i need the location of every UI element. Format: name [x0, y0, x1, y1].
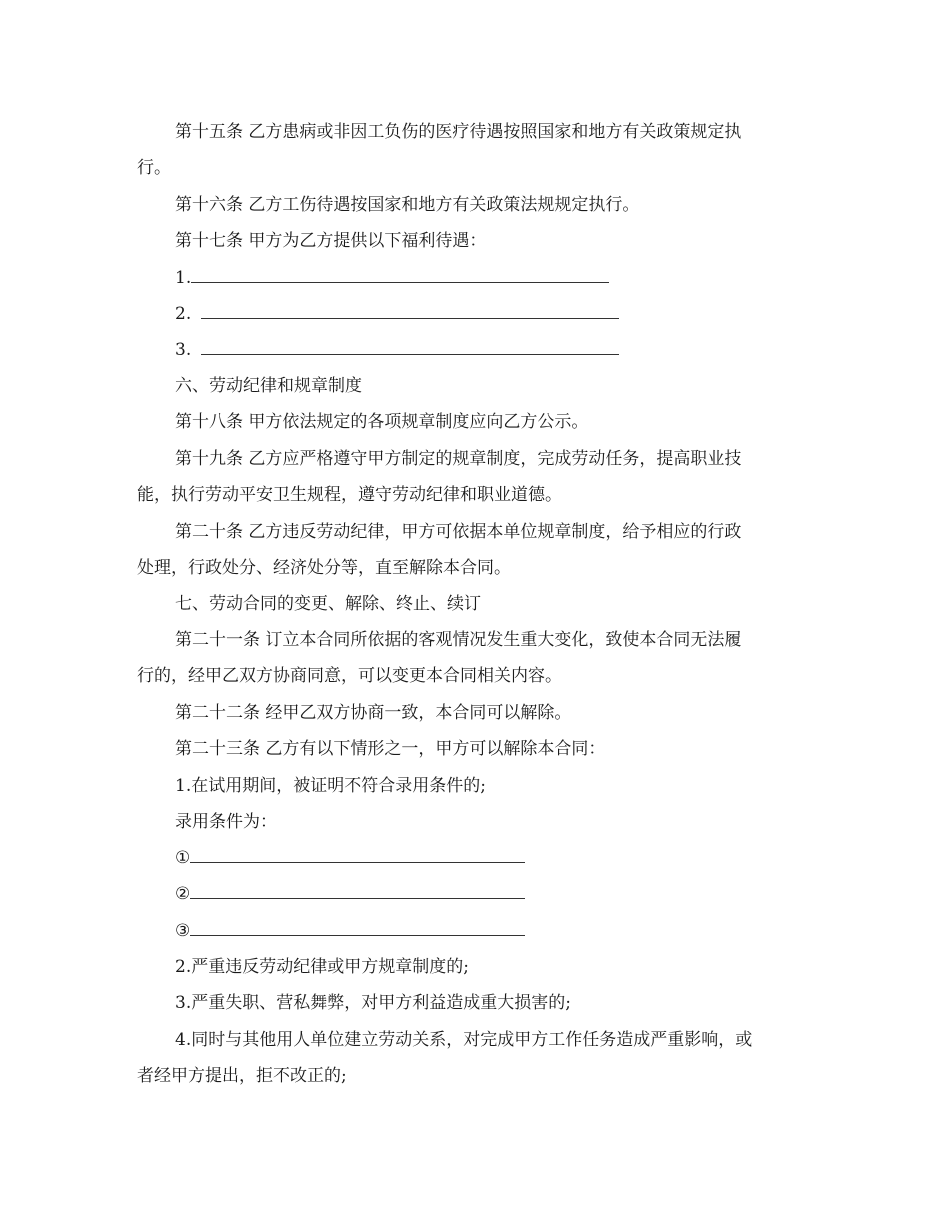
- condition-item-2-blank[interactable]: [190, 882, 525, 899]
- termination-item-4-line-1: 4.同时与其他用人单位建立劳动关系，对完成甲方工作任务造成严重影响，或: [175, 1030, 753, 1050]
- condition-item-1: [175, 846, 525, 870]
- article-21-line-2: 行的，经甲乙双方协商同意，可以变更本合同相关内容。: [137, 666, 562, 686]
- article-20-line-1: 第二十条 乙方违反劳动纪律，甲方可依据本单位规章制度，给予相应的行政: [175, 522, 742, 542]
- article-19-line-1: 第十九条 乙方应严格遵守甲方制定的规章制度，完成劳动任务，提高职业技: [175, 449, 742, 469]
- condition-item-3-label: ③: [175, 921, 191, 941]
- condition-item-3: [175, 919, 525, 943]
- welfare-item-3: [175, 338, 619, 362]
- condition-item-2: [175, 882, 525, 906]
- welfare-item-3-blank[interactable]: [201, 338, 619, 355]
- article-17: 第十七条 甲方为乙方提供以下福利待遇：: [175, 231, 487, 251]
- termination-item-3: 3.严重失职、营私舞弊，对甲方利益造成重大损害的;: [175, 993, 571, 1013]
- welfare-item-2-label: 2.: [175, 304, 192, 324]
- section-6-heading: 六、劳动纪律和规章制度: [175, 376, 362, 396]
- termination-item-2: 2.严重违反劳动纪律或甲方规章制度的;: [175, 957, 469, 977]
- article-15-line-1: 第十五条 乙方患病或非因工负伤的医疗待遇按照国家和地方有关政策规定执: [175, 122, 742, 142]
- welfare-item-1-label: 1.: [175, 268, 192, 288]
- article-21-line-1: 第二十一条 订立本合同所依据的客观情况发生重大变化，致使本合同无法履: [175, 630, 742, 650]
- article-23: 第二十三条 乙方有以下情形之一，甲方可以解除本合同：: [175, 739, 606, 759]
- welfare-item-2-blank[interactable]: [201, 302, 619, 319]
- condition-item-1-blank[interactable]: [190, 846, 525, 863]
- condition-item-1-label: ①: [175, 848, 191, 868]
- welfare-item-1-blank[interactable]: [191, 266, 609, 283]
- condition-item-3-blank[interactable]: [190, 919, 525, 936]
- hiring-conditions-label: 录用条件为：: [175, 812, 277, 832]
- termination-item-4-line-2: 者经甲方提出，拒不改正的;: [137, 1066, 347, 1086]
- termination-item-1: 1.在试用期间，被证明不符合录用条件的;: [175, 776, 486, 796]
- article-18: 第十八条 甲方依法规定的各项规章制度应向乙方公示。: [175, 412, 589, 432]
- article-16: 第十六条 乙方工伤待遇按国家和地方有关政策法规规定执行。: [175, 195, 640, 215]
- section-7-heading: 七、劳动合同的变更、解除、终止、续订: [175, 594, 481, 614]
- article-20-line-2: 处理，行政处分、经济处分等，直至解除本合同。: [137, 558, 511, 578]
- article-22: 第二十二条 经甲乙双方协商一致，本合同可以解除。: [175, 703, 572, 723]
- welfare-item-3-label: 3.: [175, 340, 192, 360]
- article-15-line-2: 行。: [137, 158, 171, 178]
- welfare-item-2: [175, 302, 619, 326]
- welfare-item-1: [175, 266, 609, 290]
- condition-item-2-label: ②: [175, 884, 191, 904]
- article-19-line-2: 能，执行劳动平安卫生规程，遵守劳动纪律和职业道德。: [137, 485, 562, 505]
